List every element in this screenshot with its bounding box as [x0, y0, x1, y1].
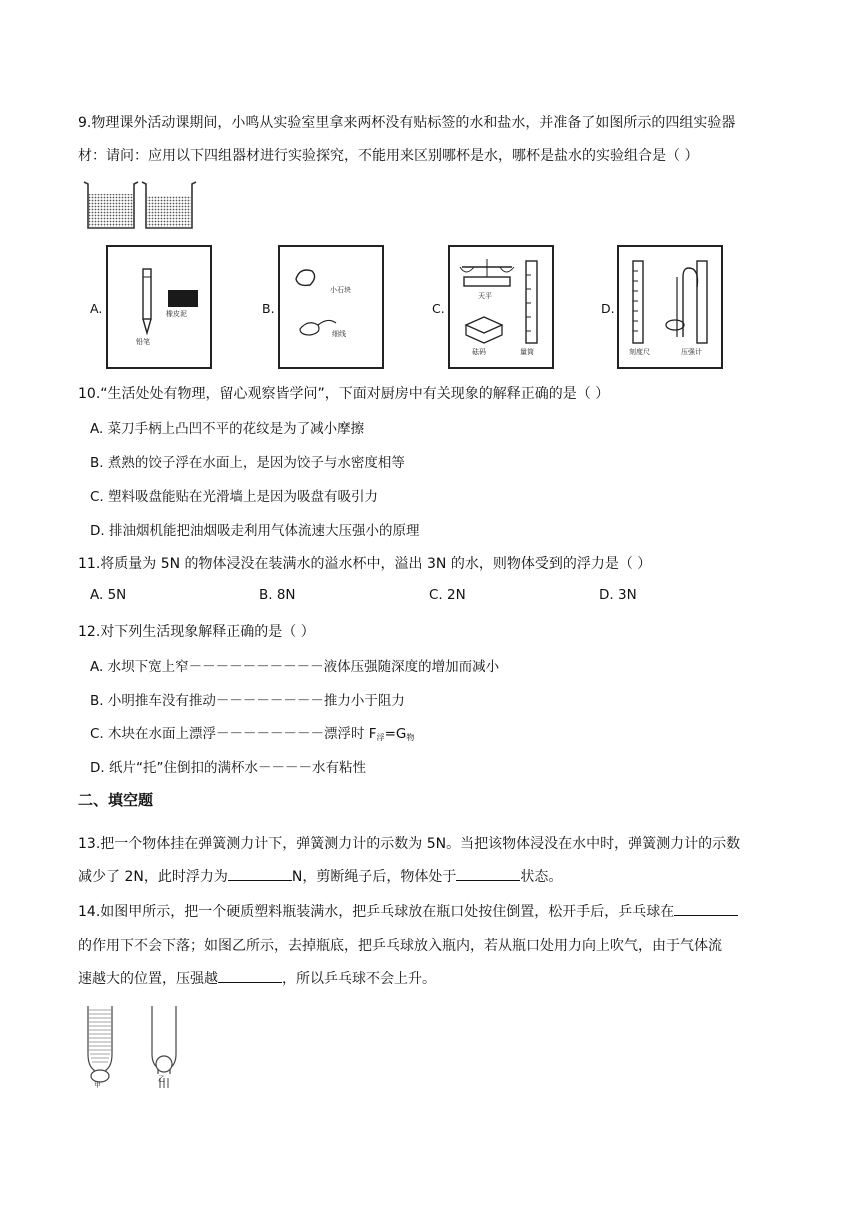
- figure-b-item-thread: 细线: [332, 330, 346, 338]
- q9-option-c-label[interactable]: C.: [432, 301, 445, 316]
- q12-option-c-sub-object: 物: [406, 733, 415, 742]
- figure-label-jia: 甲: [94, 1081, 101, 1089]
- q13-blank-2[interactable]: [456, 867, 520, 881]
- q14-line3: [78, 968, 436, 988]
- q13-blank-1[interactable]: [228, 867, 292, 881]
- figure-label-yi: 乙: [158, 1075, 165, 1083]
- q12-option-c[interactable]: [90, 722, 414, 743]
- q9-stem-line2: 材：请问：应用以下四组器材进行实验探究，不能用来区别哪杯是水，哪杯是盐水的实验组合是（ ）: [78, 148, 699, 164]
- q11-option-d[interactable]: D. 3N: [599, 587, 637, 603]
- figure-c-item-cylinder: 量筒: [520, 348, 534, 356]
- q14-line1: [78, 901, 738, 921]
- bottle-jia: [88, 1006, 112, 1082]
- q12-stem: 12.对下列生活现象解释正确的是（ ）: [78, 624, 315, 640]
- q9-figure-d: [617, 245, 723, 369]
- stone-and-thread-icon: [280, 247, 382, 367]
- q11-option-b[interactable]: B. 8N: [259, 587, 296, 603]
- balance-weights-cylinder-icon: [450, 247, 552, 367]
- q9-option-a-label[interactable]: A.: [90, 301, 103, 316]
- q10-option-a[interactable]: A. 菜刀手柄上凸凹不平的花纹是为了减小摩擦: [90, 421, 365, 437]
- q11-option-a[interactable]: A. 5N: [90, 587, 127, 603]
- q14-blank-2[interactable]: [218, 969, 282, 983]
- figure-b-item-stone: 小石块: [330, 286, 351, 294]
- q9-figure-b: [278, 245, 384, 369]
- q12-option-d[interactable]: D. 纸片“托”住倒扣的满杯水－－－－水有粘性: [90, 760, 366, 776]
- q10-option-d[interactable]: D. 排油烟机能把油烟吸走利用气体流速大压强小的原理: [90, 523, 420, 539]
- figure-d-item-manometer: 压强计: [681, 348, 702, 356]
- q13-line2: [78, 866, 562, 886]
- figure-c-item-balance: 天平: [478, 292, 492, 300]
- q11-stem: 11.将质量为 5N 的物体浸没在装满水的溢水杯中，溢出 3N 的水，则物体受到的浮力是（ ）: [78, 556, 652, 572]
- q9-option-d-label[interactable]: D.: [601, 301, 615, 316]
- q10-stem: 10.“生活处处有物理，留心观察皆学问”，下面对厨房中有关现象的解释正确的是（ ）: [78, 386, 610, 402]
- q13-text-a: 减少了 2N，此时浮力为: [78, 869, 228, 885]
- q13-line1: 13.把一个物体挂在弹簧测力计下，弹簧测力计的示数为 5N。当把该物体浸没在水中时，弹簧测力计的示数: [78, 836, 741, 852]
- q10-option-c[interactable]: C. 塑料吸盘能贴在光滑墙上是因为吸盘有吸引力: [90, 489, 379, 505]
- q14-text-c: 速越大的位置，压强越: [78, 971, 218, 987]
- q9-stem-line1: 9.物理课外活动课期间，小鸣从实验室里拿来两杯没有贴标签的水和盐水，并准备了如图所示的四组实验器: [78, 115, 736, 131]
- section-heading-fill-in: 二、填空题: [78, 791, 154, 809]
- q12-option-c-equals: =G: [384, 726, 407, 742]
- q12-option-a[interactable]: A. 水坝下宽上窄－－－－－－－－－－液体压强随深度的增加而减小: [90, 659, 500, 675]
- bottles-figure: [80, 1004, 200, 1090]
- q14-text-d: ，所以乒乓球不会上升。: [282, 971, 436, 987]
- q13-text-c: 状态。: [520, 869, 563, 885]
- q13-text-b: N，剪断绳子后，物体处于: [291, 869, 457, 885]
- figure-a-item-plasticine: 橡皮泥: [166, 310, 187, 318]
- beaker-left: [84, 182, 138, 228]
- figure-d-item-ruler: 刻度尺: [629, 348, 650, 356]
- q9-figure-c: [448, 245, 554, 369]
- q9-figure-a: [106, 245, 212, 369]
- pencil-icon: [108, 247, 210, 367]
- q14-blank-1[interactable]: [674, 902, 738, 916]
- q14-text-a: 14.如图甲所示，把一个硬质塑料瓶装满水，把乒乓球放在瓶口处按住倒置，松开手后，乒乓球在: [78, 904, 675, 920]
- q12-option-c-sub-buoyancy: 浮: [376, 733, 385, 742]
- figure-a-item-pencil: 铅笔: [136, 338, 150, 346]
- beakers-figure: [82, 178, 202, 234]
- q9-option-b-label[interactable]: B.: [262, 301, 275, 316]
- q12-option-b[interactable]: B. 小明推车没有推动－－－－－－－－推力小于阻力: [90, 693, 405, 709]
- q12-option-c-text: C. 木块在水面上漂浮－－－－－－－－漂浮时 F: [90, 726, 377, 742]
- q11-option-c[interactable]: C. 2N: [429, 587, 466, 603]
- q10-option-b[interactable]: B. 煮熟的饺子浮在水面上，是因为饺子与水密度相等: [90, 455, 405, 471]
- figure-c-item-weights: 砝码: [472, 348, 486, 356]
- q14-line2: 的作用下不会下落；如图乙所示，去掉瓶底，把乒乓球放入瓶内，若从瓶口处用力向上吹气，由于气体流: [78, 938, 722, 954]
- beaker-right: [142, 182, 196, 228]
